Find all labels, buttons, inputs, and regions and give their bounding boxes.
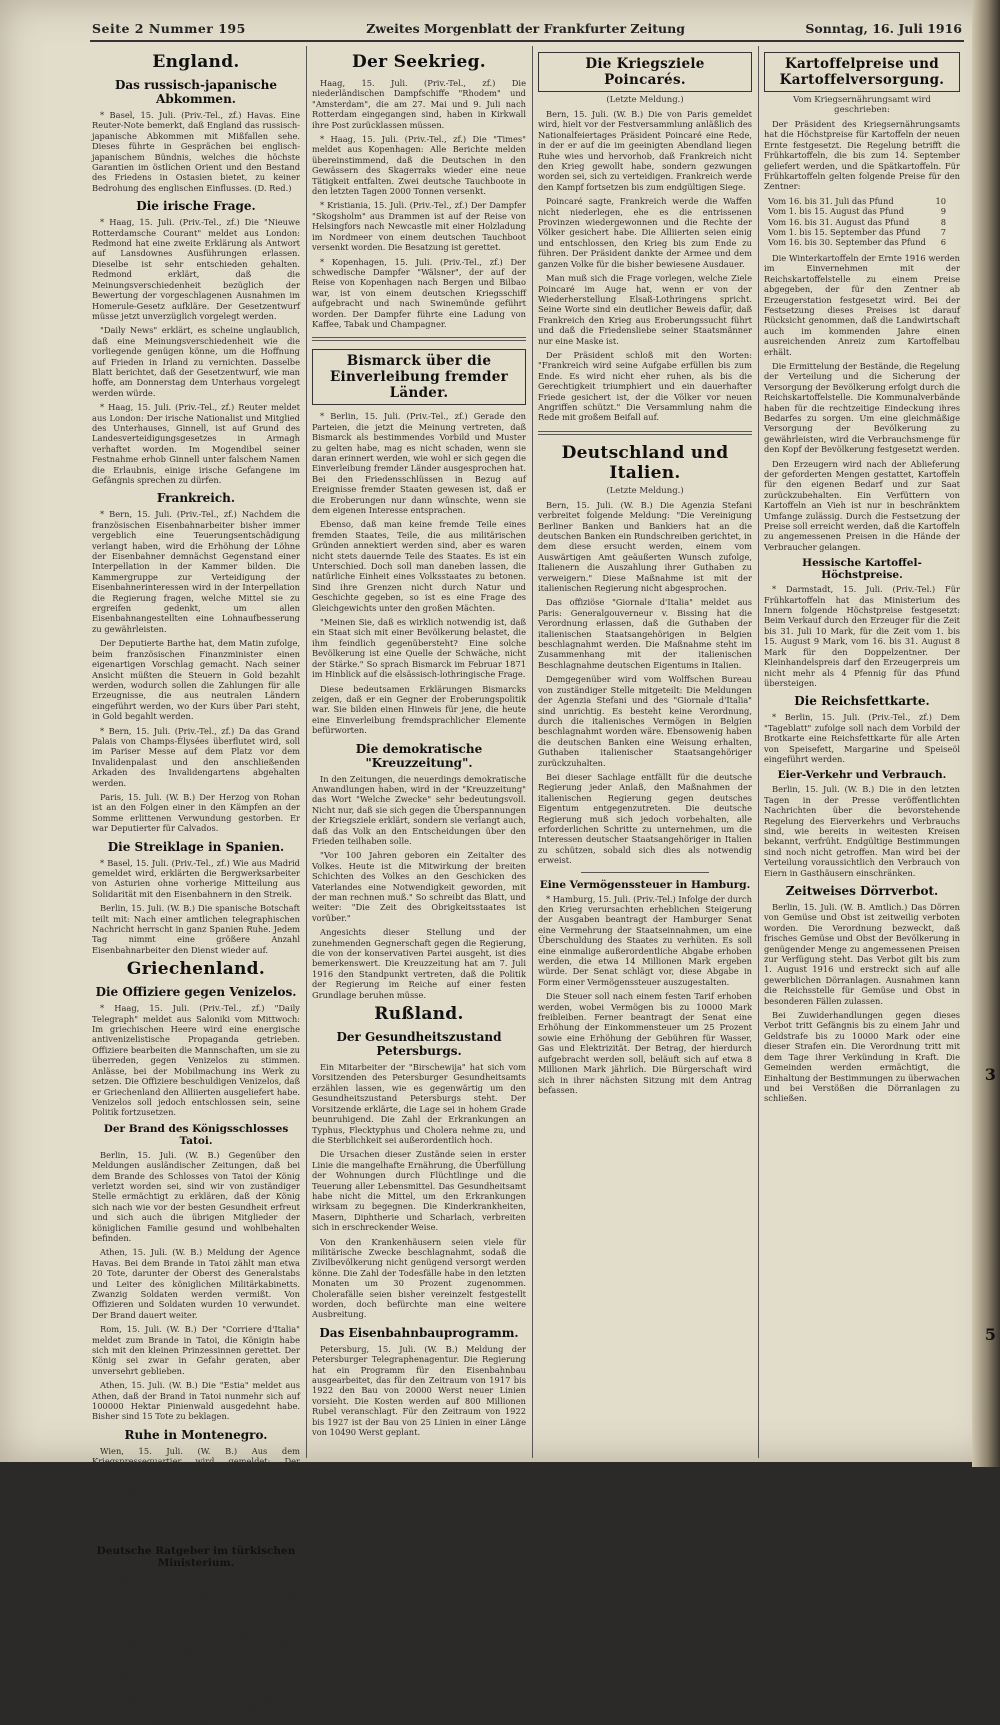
article-text: Demgegenüber wird vom Wolffschen Bureau von zuständiger Stelle mitgeteilt: Die Meldungen der Agenzia Stefani und des "Giornale d'Italia" sind unrichtig. Es besteht keine Verordnung, durch die italienisches Vermögen in Belgien beschlagnahmt worden wäre. Ebensowenig haben die deutschen Banken eine Weisung erhalten, Guthaben italienischer Staatsangehöriger zurückzuhalten. [538, 674, 752, 768]
article-text: Ein Mitarbeiter der "Birschewija" hat sich vom Vorsitzenden des Petersburger Gesundheitsamts erzählen lassen, wie es gegenwärtig um den Gesundheitszustand Petersburgs steht. Der Vorsitzende erklärte, die Lage sei in hohem Grade beunruhigend. Die Zahl der Erkrankungen an Typhus, Flecktyphus und Cholera nehme zu, und die Sterblichkeit sei außerordentlich hoch. [312, 1062, 526, 1145]
article-text: Petersburg, 15. Juli. (W. B.) Meldung der Petersburger Telegraphenagentur. Die Regierung hat ein Programm für den Eisenbahnbau ausgearbeitet, das für den Zeitraum von 1917 bis 1922 den Bau von 20000 Werst neuer Linien vorsieht. Die Kosten werden auf 800 Millionen Rubel veranschlagt. Für den Zeitraum von 1922 bis 1927 ist der Bau von 25 Linien in einer Länge von 10490 Werst geplant. [312, 1343, 526, 1438]
section-heading: Die Kriegsziele Poincarés. [538, 52, 752, 92]
article-text: Die Steuer soll nach einem festen Tarif erhoben werden, wobei Vermögen bis zu 10000 Mark freibleiben. Ferner beantragt der Senat eine Erhöhung der Einkommensteuer um 25 Prozent sowie eine Erhöhung der Gebühren für Wasser, Gas und Elektrizität. Der Betrag, der hierdurch aufgebracht werden soll, beläuft sich auf etwa 8 Millionen Mark jährlich. Die Bürgerschaft wird sich in ihrer nächsten Sitzung mit dem Antrag befassen. [538, 991, 752, 1095]
article-title: Eier-Verkehr und Verbrauch. [777, 769, 947, 782]
divider [581, 872, 709, 873]
article-text: Berlin, 15. Juli. (W. B.) Die in den letzten Tagen in der Presse veröffentlichten Nachrichten über die bevorstehende Regelung des Eierverkehrs und Verbrauchs sind, wie bereits in weitesten Kreisen bekannt, verfrüht. Endgültige Bestimmungen sind noch nicht getroffen. Man wird bei der Verteilung voraussichtlich den Verbrauch von Eiern in Gasthäusern einschränken. [764, 784, 960, 878]
article-text: * Basel, 15. Juli. (Priv.-Tel., zf.) Havas. Eine Reuter-Note bemerkt, daß England das russisch-japanische Abkommen mit Mißfallen sehe. Dieses führte in Gesprächen bei englisch-japanischem Bündnis, welches die höchste Garantien im östlichen Orient und den Bestand des Friedens in Ostasien bietet, zu keiner Bedrohung des englischen Einflusses. (D. Red.) [92, 110, 300, 193]
article-text: * Darmstadt, 15. Juli. (Priv.-Tel.) Für Frühkartoffeln hat das Ministerium des Innern folgende Höchstpreise festgesetzt: Beim Verkauf durch den Erzeuger für die Zeit bis 31. Juli 10 Mark, für die Zeit vom 1. bis 15. August 9 Mark, vom 16. bis 31. August 8 Mark für den Doppelzentner. Der Kleinhandelspreis darf den Erzeugerpreis um nicht mehr als 4 Pfennig für das Pfund übersteigen. [764, 584, 960, 688]
column-rule [306, 46, 307, 1458]
article-text: * Bern, 15. Juli. (Priv.-Tel., zf.) Da das Grand Palais von Champs-Élysées überflutet wird, soll im Pariser Messe auf dem Platz vor dem Invalidenpalast und den anschließenden Arkaden des Invalidengartens abgehalten werden. [92, 725, 300, 788]
article-text: In den Zeitungen, die neuerdings demokratische Anwandlungen haben, wird in der "Kreuzzeitung" das Wort "Welche Zwecke" sehr bedeutungsvoll. Nicht nur, daß sie sich gegen die Überspannungen der Kriegsziele erklärt, sondern sie verlangt auch, daß das Volk an den Entscheidungen über den Frieden teilhaben solle. [312, 773, 526, 846]
article-title: Die irische Frage. [136, 199, 256, 214]
masthead [92, 18, 962, 36]
article-title: Ruhe in Montenegro. [124, 1427, 268, 1442]
article-title: Das russisch-japanische Abkommen. [115, 78, 277, 106]
article-text: * Haag, 15. Juli. (Priv.-Tel., zf.) Die "Times" meldet aus Kopenhagen: Alle Berichte melden übereinstimmend, daß die Deutschen in den Gewässern des Skagerraks wieder eine neue Tätigkeit entfalten. Zwei deutsche Tauchboote in den letzten Tagen 2000 Tonnen versenkt. [312, 134, 526, 197]
article-text: Berlin, 15. Juli. (W. B.) Gegenüber den Meldungen ausländischer Zeitungen, daß bei dem Brande des Schlosses von Tatoi der König verletzt worden sei, sind wir von zuständiger Stelle ermächtigt zu erklären, daß der König sich nach wie vor der besten Gesundheit erfreut und sich auch die übrigen Mitglieder der königlichen Familie gesund und wohlbehalten befinden. [92, 1149, 300, 1243]
article-text: Bei Zuwiderhandlungen gegen dieses Verbot tritt Gefängnis bis zu einem Jahr und Geldstrafe bis zu 10000 Mark oder eine dieser Strafen ein. Die Verordnung tritt mit dem Tage ihrer Verkündung in Kraft. Die Gemeinden werden ermächtigt, die Einhaltung der Bestimmungen zu überwachen und bei Verstößen die Dörranlagen zu schließen. [764, 1010, 960, 1104]
masthead-issue: Seite 2 Nummer 195 [92, 21, 246, 36]
article-text: Athen, 15. Juli. (W. B.) Meldung der Agence Havas. Bei dem Brande in Tatoi zählt man etwa 20 Tote, darunter der Oberst des Generalstabs und Leiter des königlichen Militärkabinetts. Zwanzig Soldaten werden vermißt. Von Offizieren und Soldaten wurden 10 verwundet. Der Brand dauert weiter. [92, 1247, 300, 1320]
article-intro: Vom Kriegsernährungsamt wird geschrieben: [793, 95, 931, 115]
section-heading: England. [152, 52, 240, 72]
section-divider [538, 431, 752, 435]
article-title: Frankreich. [156, 491, 236, 506]
article-text: Bern, 15. Juli. (W. B.) Die Agenzia Stefani verbreitet folgende Meldung: "Die Vereinigung Berliner Banken und Bankiers hat an die deutschen Banken ein Rundschreiben gerichtet, in dem diese ersucht werden, einem vom Auswärtigen Amt geäußerten Wunsch zufolge, Italienern die Auszahlung ihrer Guthaben zu verweigern." Diese Maßnahme ist mit der italienischen Regierung nicht abgesprochen. [538, 499, 752, 594]
price-value: 7 [940, 227, 946, 238]
article-text: Bei dieser Sachlage entfällt für die deutsche Regierung jeder Anlaß, den Maßnahmen der italienischen Regierung gegen deutsches Eigentum entgegenzutreten. Die deutsche Regierung muß sich jedoch vorbehalten, alle erforderlichen Schritte zu unternehmen, um die Interessen deutscher Staatsangehöriger in Italien zu schützen, sobald sich dies als notwendig erweist. [538, 771, 752, 866]
article-text: * Hamburg, 15. Juli. (Priv.-Tel.) Infolge der durch den Krieg verursachten erheblichen Steigerung der Ausgaben beantragt der Hamburger Senat eine Vermehrung der Staatseinnahmen, um eine Überschuldung des Staates zu verhüten. Es soll eine einmalige außerordentliche Abgabe erhoben werden, die etwa 14 Millionen Mark ergeben würde. Der Senat schlägt vor, diese Abgabe in Form einer Vermögenssteuer auszugestalten. [538, 893, 753, 987]
article-text: "Vor 100 Jahren geboren ein Zeitalter des Volkes. Heute ist die Mitwirkung der breiten Schichten des Volkes an den Geschicken des Vaterlandes eine Notwendigkeit geworden, mit der man rechnen muß." So schreibt das Blatt, und weiter: "Die Zeit des Obrigkeitsstaates ist vorüber." [312, 850, 526, 923]
section-divider [312, 337, 526, 341]
article-text: * Basel, 15. Juli. (Priv.-Tel., zf.) Die belgische Regierung hat in Paris ein Generalkonsulat übergeben. Die belgischen Regierungsgeschäfte werden künftig in Paris abgewickelt. [92, 1683, 300, 1725]
article-text: Berlin, 15. Juli. (W. B. Amtlich.) Das Dörren von Gemüse und Obst ist zeitweilig verboten worden. Die Verordnung bezweckt, daß frisches Gemüse und Obst der Bevölkerung in genügender Menge zu angemessenen Preisen zur Verfügung steht. Das Verbot gilt bis zum 1. August 1916 und erstreckt sich auf alle gewerblichen Dörranlagen. Ausnahmen kann die Reichsstelle für Gemüse und Obst in besonderen Fällen zulassen. [764, 902, 960, 1006]
article-text: * Berlin, 15. Juli. (Priv.-Tel., zf.) Gerade den Parteien, die jetzt die Meinung vertreten, daß Bismarck als bestimmendes Vorbild und Muster zu gelten habe, mag es nicht schaden, wenn sie daran erinnert werden, wie wohl er sich gegen die Einverleibung fremder Länder ausgesprochen hat. Bei den Friedensschlüssen in Bezug auf Ereignisse fremder Staaten gewesen ist, daß er die Eroberungen nur dann wünschte, wenn sie dem eigenen Interesse entsprachen. [312, 411, 526, 515]
article-text: Die Winterkartoffeln der Ernte 1916 werden im Einvernehmen mit der Reichskartoffelstelle zu einem Preise abgegeben, der für den Zentner ab Erzeugerstation festgesetzt wird. Bei der Festsetzung dieses Preises ist darauf Rücksicht genommen, daß die Landwirtschaft auch im kommenden Jahre einen ausreichenden Anreiz zum Kartoffelbau erhält. [764, 252, 960, 357]
article-text: Rom, 15. Juli. (W. B.) Der "Corriere d'Italia" meldet zum Brande in Tatoi, die Königin habe sich mit den kleinen Prinzessinnen gerettet. Der König sei zwar in Gefahr geraten, aber unversehrt geblieben. [92, 1324, 300, 1376]
price-label: Vom 1. bis 15. September das Pfund [768, 227, 921, 238]
article-text: Das offiziöse "Giornale d'Italia" meldet aus Paris: Generalgouverneur v. Bissing hat die Verordnung erlassen, daß die Guthaben der italienischen Staatsangehörigen in Belgien beschlagnahmt werden. Die Maßnahme steht im Zusammenhang mit der italienischen Beschlagnahme deutschen Eigentums in Italien. [538, 597, 752, 670]
article-title: Die Reichsfettkarte. [794, 694, 930, 709]
section-heading: Kartoffelpreise und Kartoffelversorgung. [764, 52, 960, 92]
article-text: Paris, 15. Juli. (W. B.) Der Herzog von Rohan ist an den Folgen einer in den Kämpfen an der Somme erlittenen Verwundung gestorben. Er war Deputierter für Calvados. [92, 791, 300, 834]
article-title: Die Offiziere gegen Venizelos. [95, 985, 297, 1000]
article-text: Von den Krankenhäusern seien viele für militärische Zwecke beschlagnahmt, sodaß die Zivilbevölkerung nicht genügend versorgt werden könne. Die Zahl der Todesfälle habe in den letzten Monaten um 30 Prozent zugenommen. Cholerafälle seien bisher vereinzelt festgestellt worden, doch befürchte man eine weitere Ausbreitung. [312, 1236, 526, 1320]
price-label: Vom 16. bis 31. Juli das Pfund [768, 195, 894, 206]
column-rule [532, 46, 533, 1458]
article-title: Die Streiklage in Spanien. [107, 839, 285, 854]
price-row [764, 227, 960, 237]
article-text: * Konstantinopel, 15. Juli. (Priv.-Tel., zf.) Reichsgerichtsrat Heinke, der frühere Gouverneur von Samoa, ist als Ratgeber für das Justiz-, das Landwirtschafts- und das Innenministerium eingetroffen. [92, 1571, 300, 1624]
article-text: * Kristiania, 15. Juli. (Priv.-Tel., zf.) Der Dampfer "Skogsholm" aus Drammen ist auf der Reise von Helsingfors nach Newcastle mit einer Holzladung im Nordmeer von einem deutschen Tauchboot versenkt worden. Die Besatzung ist gerettet. [312, 200, 526, 253]
article-title: Die demokratische "Kreuzzeitung". [355, 741, 483, 770]
article-text: * Bern, 15. Juli. (Priv.-Tel., zf.) Nachdem die französischen Eisenbahnarbeiter bisher immer vergeblich eine Teuerungsentschädigung verlangt haben, wird die Erhöhung der Löhne der Eisenbahner demnächst Gegenstand einer Interpellation in der Kammer bilden. Die Kammergruppe zur Verteidigung der Eisenbahnerinteressen wird in der Interpellation die Regierung fragen, welche Mittel sie zu ergreifen gedenkt, um allen Eisenbahnangestellten eine Lohnaufbesserung zu gewährleisten. [92, 509, 300, 634]
article-text: "Meinen Sie, daß es wirklich notwendig ist, daß ein Staat sich mit einer Bevölkerung belastet, die ihm feindlich gegenübersteht? Eine solche Bevölkerung ist eine Quelle der Schwäche, nicht der Stärke." So sprach Bismarck im Februar 1871 im Hinblick auf die elsässisch-lothringische Frage. [312, 617, 526, 680]
edge-mark: 3 [984, 1065, 996, 1084]
article-text: Man muß sich die Frage vorlegen, welche Ziele Poincaré im Auge hat, wenn er von der Wiederherstellung Elsaß-Lothringens spricht. Seine Worte sind ein deutlicher Beweis dafür, daß Frankreich den Krieg aus Eroberungssucht führt und daß die Friedensliebe seiner Staatsmänner nur eine Maske ist. [538, 273, 752, 346]
column-1 [92, 48, 300, 1725]
article-text: "Daily News" erklärt, es scheine unglaublich, daß eine Meinungsverschiedenheit wie die vorliegende genügen könne, um die Hoffnung auf Frieden in Irland zu vernichten. Dasselbe Blatt berichtet, daß der Gesetzentwurf, wie man hoffe, am Donnerstag dem Unterhaus vorgelegt werden würde. [92, 325, 300, 398]
article-text: * Haag, 15. Juli. (Priv.-Tel., zf.) Reuter meldet aus London: Der irische Nationalist und Mitglied des Unterhauses, Ginnell, ist auf Grund des Landesverteidigungsgesetzes in Armagh verhaftet worden. Im Mogendibel seiner Festnahme erhob Ginnell unter falschem Namen die Erlaubnis, einige irische Gefangene im Gefängnis sprechen zu dürfen. [92, 402, 300, 485]
price-row [764, 206, 960, 216]
article-subtitle: (Letzte Meldung.) [606, 485, 684, 496]
article-text: Wien, 15. Juli. (W. B.) Aus dem Kriegspressequartier wird gemeldet: Der montenegrinische Generalkonsul in London veröffentlicht einen Bericht, in dem behauptet wird, daß in Montenegro eine Aufruhrbewegung bestehe. Demgegenüber ist festzustellen, daß im ganzen Lande vollkommene Ruhe herrscht und unsere Truppen die montenegrinischen Dörfer gesichert halten. [92, 1445, 300, 1540]
article-text: Poincaré sagte, Frankreich werde die Waffen nicht niederlegen, ehe es die entrissenen Provinzen wiedergewonnen und die Rechte der Völker gesichert habe. Die Alliierten seien einig und entschlossen, den Krieg bis zum Ende zu führen. Der Präsident dankte der Armee und dem ganzen Volke für die bisher bewiesene Ausdauer. [538, 196, 752, 269]
book-binding [972, 0, 1000, 1467]
section-heading: Deutschland und Italien. [561, 442, 729, 483]
column-rule [758, 46, 759, 1458]
article-title: Eine Vermögenssteuer in Hamburg. [539, 878, 751, 891]
article-text: Die Ermittelung der Bestände, die Regelung der Verteilung und die Sicherung der Versorgung der Bevölkerung erfolgt durch die Reichskartoffelstelle. Die Kommunalverbände haben für die rechtzeitige Eindeckung ihres Bedarfes zu sorgen. Um eine gleichmäßige Versorgung der Bevölkerung zu gewährleisten, wird die Verbrauchsmenge für den Kopf der Bevölkerung festgesetzt werden. [764, 360, 960, 455]
article-text: Athen, 15. Juli. (W. B.) Die "Estia" meldet aus Athen, daß der Brand in Tatoi nunmehr sich auf 100000 Hektar Pinienwald ausgedehnt habe. Bisher sind 15 Tote zu beklagen. [92, 1380, 300, 1422]
article-text: * Basel, 15. Juli. (Priv.-Tel., zf.) Agenzia Stefani meldet aus Rom: Fünf mit ihren Fahrzeugen unter die italienische Flagge getretene Kauffahrteischiffe sind in der Nähe von Kreta versenkt worden. [92, 1627, 300, 1680]
masthead-rule [90, 40, 964, 42]
price-value: 6 [940, 237, 946, 248]
article-text: Der Präsident schloß mit den Worten: "Frankreich wird seine Aufgabe erfüllen bis zum Ende. Es wird nicht eher ruhen, als bis die Gerechtigkeit triumphiert und ein dauerhafter Friede gesichert ist, der die Völker vor neuen Angriffen schützt." Die Versammlung nahm die Rede mit großem Beifall auf. [538, 349, 752, 423]
price-value: 9 [940, 206, 946, 217]
article-title: Der Brand des Königsschlosses Tatoi. [103, 1122, 289, 1147]
section-heading: Rußland. [374, 1004, 464, 1025]
article-text: Berlin, 15. Juli. (W. B.) Die spanische Botschaft teilt mit: Nach einer amtlichen telegraphischen Nachricht herrscht in ganz Spanien Ruhe. Jedem Tag nimmt eine größere Anzahl Eisenbahnarbeiter den Dienst wieder auf. [92, 903, 300, 955]
article-text: Der Präsident des Kriegsernährungsamts hat die Höchstpreise für Kartoffeln der neuen Ernte festgesetzt. Die Regelung betrifft die Frühkartoffeln, die bis zum 14. September geliefert werden, und die Spätkartoffeln. Für Frühkartoffeln gelten folgende Preise für den Zentner: [764, 119, 960, 192]
edge-mark: 5 [984, 1325, 996, 1344]
article-text: * Berlin, 15. Juli. (Priv.-Tel., zf.) Dem "Tageblatt" zufolge soll nach dem Vorbild der Brotkarte eine Reichsfettkarte für alle Arten von Speisefett, Margarine und Speiseöl eingeführt werden. [764, 712, 960, 764]
price-row [764, 237, 960, 247]
article-text: Haag, 15. Juli. (Priv.-Tel., zf.) Die niederländischen Dampfschiffe "Rhodem" und "Amsterdam", die am 27. Mai und 9. Juli nach Rotterdam eingegangen sind, haben in Kirkwall ihre Post zurücklassen müssen. [312, 78, 526, 130]
column-2 [312, 48, 526, 1458]
article-title: Bismarck über die Einverleibung fremder Länder. [312, 349, 526, 405]
column-3 [538, 48, 752, 1458]
article-text: Angesichts dieser Stellung und der zunehmenden Gegnerschaft gegen die Regierung, die von der konservativen Partei ausgeht, ist dies bemerkenswert. Die Kreuzzeitung hat am 7. Juli 1916 den Standpunkt vertreten, daß die Politik der Regierung im Reiche auf einer festen Grundlage beruhen müsse. [312, 927, 526, 1000]
price-label: Vom 16. bis 30. September das Pfund [768, 237, 926, 248]
article-title: Zeitweises Dörrverbot. [785, 884, 939, 898]
price-label: Vom 1. bis 15. August das Pfund [768, 206, 904, 217]
article-text: Der Deputierte Barthe hat, dem Matin zufolge, beim französischen Finanzminister einen eigenartigen Vorschlag gemacht. Nach seiner Ansicht müßten die Steuern in Gold bezahlt werden, wodurch sollen die Zahlungen für alle Erzeugnisse, die aus neutralen Ländern eingeführt werden, wo der Kurs über Pari steht, in Gold begahlt werden. [92, 638, 300, 722]
article-title: Das Eisenbahnbauprogramm. [319, 1325, 519, 1340]
article-text: Den Erzeugern wird nach der Ablieferung der geforderten Mengen gestattet, Kartoffeln für den eigenen Bedarf und zur Saat zurückzubehalten. Ein Verfüttern von Kartoffeln an Vieh ist nur in beschränktem Umfange zulässig. Durch die Festsetzung der Preise soll erreicht werden, daß die Kartoffeln zu angemessenen Preisen in die Hände der Verbraucher gelangen. [764, 458, 960, 552]
price-row [764, 196, 960, 206]
price-row [764, 217, 960, 227]
section-heading: Griechenland. [126, 959, 266, 980]
article-text: * Haag, 15. Juli. (Priv.-Tel., zf.) Die "Nieuwe Rotterdamsche Courant" meldet aus London: Redmond hat eine zweite Erklärung als Antwort auf Lansdownes Ausführungen erlassen. Dieselbe ist sehr entschieden gehalten. Redmond erklärt, daß die Meinungsverschiedenheit bezüglich der Bewertung der vorgeschlagenen Ausnahmen im Homerule-Gesetz aufkläre. Der Gesetzentwurf müsse jetzt unverzüglich vorgelegt werden. [92, 217, 300, 321]
price-value: 8 [940, 216, 946, 227]
article-text: * Basel, 15. Juli. (Priv.-Tel., zf.) Wie aus Madrid gemeldet wird, erklärten die Bergwerksarbeiter von Asturien ohne vorherige Mitteilung aus Solidarität mit den Eisenbahnern in den Streik. [92, 857, 300, 899]
article-title: Der Gesundheitszustand Petersburgs. [336, 1030, 502, 1059]
price-table [764, 196, 960, 248]
price-value: 10 [935, 195, 946, 206]
column-4 [764, 48, 960, 1458]
article-title: Deutsche Ratgeber im türkischen Ministerium. [96, 1544, 296, 1569]
article-title: Hessische Kartoffel-Höchstpreise. [802, 557, 922, 582]
article-subtitle: (Letzte Meldung.) [606, 95, 684, 105]
article-text: Ebenso, daß man keine fremde Teile eines fremden Staates, Teile, die aus militärischen Gründen annektiert werden sind, aber es waren nicht stets dauernde Teile des Staates. Es ist ein Unterschied. Doch soll man daneben lassen, die natürliche Einheit eines Volksstaates zu betonen. Sind ihre Grenzen nicht durch Natur und Geschichte gegeben, so ist es eine Frage des Gleichgewichts unter den großen Mächten. [312, 519, 526, 613]
masthead-date: Sonntag, 16. Juli 1916 [805, 21, 962, 36]
article-text: * Kopenhagen, 15. Juli. (Priv.-Tel., zf.) Der schwedische Dampfer "Wälsner", der auf der Reise von Kopenhagen nach Bergen und Bilbao war, ist von einem deutschen Kriegsschiff aufgebracht und nach Swinemünde geführt worden. Der Dampfer führte eine Ladung von Kaffee, Tabak und Champagner. [312, 256, 526, 329]
article-text: Bern, 15. Juli. (W. B.) Die von Paris gemeldet wird, hielt vor der Festversammlung anläßlich des Nationalfeiertages Präsident Poincaré eine Rede, in der er auf die im geeinigten Abendland liegen Ruhe wies und hervorhob, daß Frankreich nicht den Krieg gewollt habe, sondern gezwungen worden sei, sich zu verteidigen. Frankreich werde den Kampf fortsetzen bis zum endgültigen Siege. [538, 109, 752, 192]
article-text: Die Ursachen dieser Zustände seien in erster Linie die mangelhafte Ernährung, die Überfüllung der Wohnungen durch Flüchtlinge und die Teuerung aller Lebensmittel. Das Gesundheitsamt habe nicht die Mittel, um den Erkrankungen wirksam zu begegnen. Die Kinderkrankheiten, Masern, Diphtherie und Scharlach, verbreiten sich in erschreckender Weise. [312, 1149, 526, 1233]
article-text: Diese bedeutsamen Erklärungen Bismarcks zeigen, daß er ein Gegner der Eroberungspolitik war. Sie bilden einen Hinweis für jene, die heute eine Einverleibung fremdsprachlicher Elemente befürworten. [312, 683, 526, 736]
article-text: * Haag, 15. Juli. (Priv.-Tel., zf.) "Daily Telegraph" meldet aus Saloniki vom Mittwoch: Im griechischen Heere wird eine energische antivenizelistische Propaganda getrieben. Offiziere bearbeiten die Mannschaften, um sie zu überreden, gegen Venizelos zu stimmen. Anlässe, bei der Mobilmachung ins Werk zu setzen. Die Offiziere beschuldigen Venizelos, daß er Griechenland den Alliierten ausgeliefert habe. Venizelos soll jedoch entschlossen sein, seine Politik fortzusetzen. [92, 1003, 300, 1118]
masthead-title: Zweites Morgenblatt der Frankfurter Zeitung [366, 21, 685, 36]
price-label: Vom 16. bis 31. August das Pfund [768, 216, 910, 227]
section-heading: Der Seekrieg. [351, 52, 487, 72]
